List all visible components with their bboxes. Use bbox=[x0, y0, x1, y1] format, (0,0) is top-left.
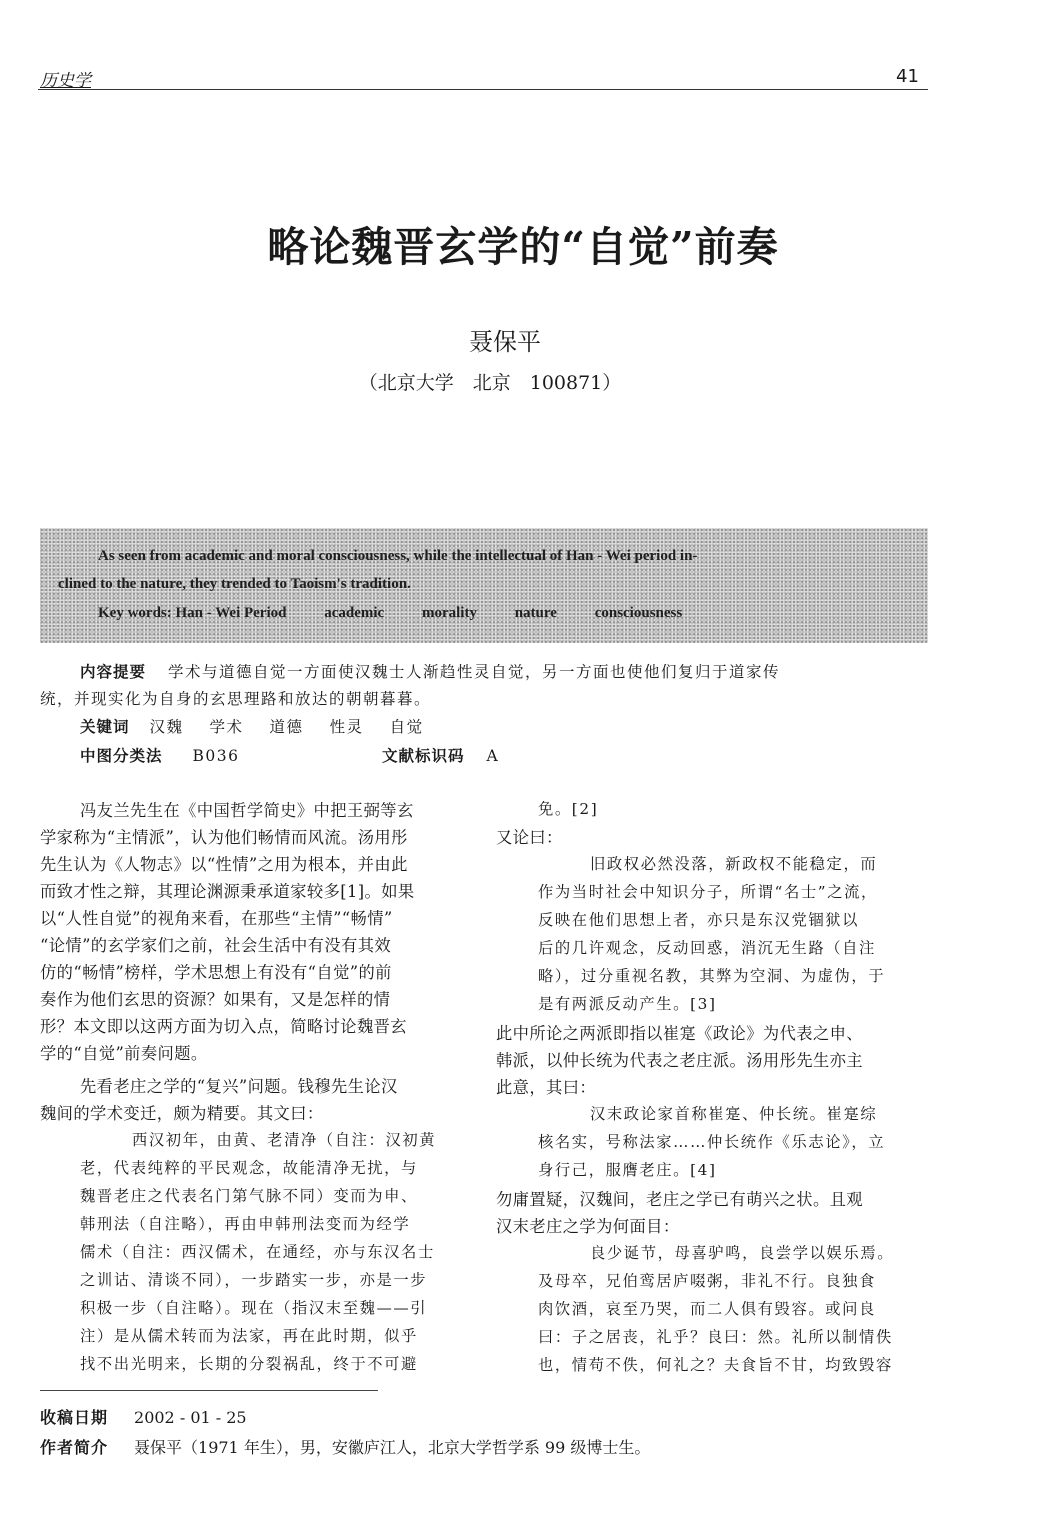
body-line: 奏作为他们玄思的资源？如果有，又是怎样的情 bbox=[40, 990, 391, 1009]
abstract-text: 学术与道德自觉一方面使汉魏士人渐趋性灵自觉，另一方面也使他们复归于道家传 bbox=[168, 663, 781, 681]
english-abstract-line: clined to the nature, they trended to Taoism's tradition. bbox=[58, 576, 411, 592]
quote-line: 身行己，服膺老庄。[4] bbox=[538, 1161, 717, 1179]
english-keyword: Han - Wei Period bbox=[175, 605, 287, 621]
received-label: 收稿日期 bbox=[40, 1408, 109, 1427]
document-code-line bbox=[382, 744, 499, 766]
body-line: 学家称为“主情派”，认为他们畅情而风流。汤用彤 bbox=[40, 828, 408, 847]
author-bio-value: 聂保平（1971 年生），男，安徽庐江人，北京大学哲学系 99 级博士生。 bbox=[134, 1438, 651, 1457]
quote-line: 免。[2] bbox=[538, 800, 599, 818]
body-line: 先看老庄之学的“复兴”问题。钱穆先生论汉 bbox=[80, 1077, 398, 1096]
received-date bbox=[40, 1405, 247, 1428]
english-keyword: consciousness bbox=[594, 605, 683, 621]
quote-line: 略），过分重视名教，其弊为空洞、为虚伪，于 bbox=[538, 967, 886, 985]
body-line: “论情”的玄学家们之前，社会生活中有没有其效 bbox=[40, 936, 392, 955]
quote-line: 西汉初年，由黄、老清净（自注：汉初黄 bbox=[132, 1131, 437, 1149]
footnote-rule bbox=[40, 1390, 378, 1391]
body-line: 韩派，以仲长统为代表之老庄派。汤用彤先生亦主 bbox=[496, 1051, 863, 1070]
chinese-keywords bbox=[80, 715, 424, 737]
english-keyword: academic bbox=[324, 605, 385, 621]
english-abstract-box bbox=[40, 528, 928, 643]
english-keywords-label: Key words: bbox=[98, 605, 172, 621]
quote-line: 及母卒，兄伯鸾居庐啜粥，非礼不行。良独食 bbox=[538, 1272, 876, 1290]
body-line: 而致才性之辩，其理论渊源秉承道家较多[1]。如果 bbox=[40, 882, 415, 901]
quote-line: 反映在他们思想上者，亦只是东汉党锢狱以 bbox=[538, 911, 860, 929]
keyword: 汉魏 bbox=[149, 718, 184, 736]
quote-line: 注）是从儒术转而为法家，再在此时期，似乎 bbox=[80, 1327, 418, 1345]
keyword: 道德 bbox=[269, 718, 304, 736]
running-head: 历史学 bbox=[40, 71, 91, 91]
chinese-abstract-line bbox=[80, 660, 780, 682]
body-line: 此意，其曰： bbox=[496, 1078, 597, 1097]
keyword: 自觉 bbox=[389, 718, 424, 736]
doc-code-value: A bbox=[486, 747, 500, 765]
body-line: 又论曰： bbox=[496, 828, 563, 847]
quote-line: 韩刑法（自注略），再由申韩刑法变而为经学 bbox=[80, 1215, 411, 1233]
quote-line: 后的几许观念，反动回惑，消沉无生路（自注 bbox=[538, 939, 876, 957]
page-number: 41 bbox=[896, 66, 919, 87]
quote-line: 曰：子之居丧，礼乎？良曰：然。礼所以制情佚 bbox=[538, 1328, 893, 1346]
received-value: 2002 - 01 - 25 bbox=[134, 1408, 247, 1427]
body-line: 仿的“畅情”榜样，学术思想上有没有“自觉”的前 bbox=[40, 963, 392, 982]
doc-code-label: 文献标识码 bbox=[382, 747, 465, 765]
quote-line: 汉末政论家首称崔寔、仲长统。崔寔综 bbox=[590, 1105, 878, 1123]
body-line: 魏间的学术变迁，颇为精要。其文曰： bbox=[40, 1104, 324, 1123]
clc-value: B036 bbox=[192, 747, 240, 765]
quote-line: 找不出光明来，长期的分裂祸乱，终于不可避 bbox=[80, 1355, 418, 1373]
author-bio bbox=[40, 1435, 650, 1458]
keyword: 性灵 bbox=[329, 718, 364, 736]
author-affiliation: （北京大学 北京 100871） bbox=[358, 372, 622, 394]
quote-line: 儒术（自注：西汉儒术，在通经，亦与东汉名士 bbox=[80, 1243, 435, 1261]
quote-line: 作为当时社会中知识分子，所谓“名士”之流， bbox=[538, 883, 878, 901]
body-line: 汉末老庄之学为何面目： bbox=[496, 1217, 680, 1236]
body-line: 此中所论之两派即指以崔寔《政论》为代表之申、 bbox=[496, 1024, 863, 1043]
author-name: 聂保平 bbox=[469, 328, 541, 356]
quote-line: 也，情苟不佚，何礼之？夫食旨不甘，均致毁容 bbox=[538, 1356, 893, 1374]
keyword: 学术 bbox=[209, 718, 244, 736]
body-line: 学的“自觉”前奏问题。 bbox=[40, 1044, 208, 1063]
header-rule bbox=[38, 89, 928, 90]
quote-line: 老，代表纯粹的平民观念，故能清净无扰，与 bbox=[80, 1159, 418, 1177]
quote-line: 积极一步（自注略）。现在（指汉末至魏——引 bbox=[80, 1299, 428, 1317]
author-bio-label: 作者简介 bbox=[40, 1438, 109, 1457]
english-keywords bbox=[98, 605, 716, 622]
body-line: 冯友兰先生在《中国哲学简史》中把王弼等玄 bbox=[80, 801, 414, 820]
quote-line: 旧政权必然没落，新政权不能稳定，而 bbox=[590, 855, 878, 873]
clc-label: 中图分类法 bbox=[80, 747, 163, 765]
body-line: 以“人性自觉”的视角来看，在那些“主情”“畅情” bbox=[40, 909, 393, 928]
quote-line: 肉饮酒，哀至乃哭，而二人俱有毁容。或问良 bbox=[538, 1300, 876, 1318]
chinese-abstract-line: 统，并现实化为自身的玄思理路和放达的朝朝暮暮。 bbox=[40, 690, 432, 708]
body-line: 形？本文即以这两方面为切入点，简略讨论魏晋玄 bbox=[40, 1017, 407, 1036]
quote-line: 良少诞节，母喜驴鸣，良尝学以娱乐焉。 bbox=[590, 1244, 895, 1262]
english-keyword: nature bbox=[514, 605, 557, 621]
article-title: 略论魏晋玄学的“自觉”前奏 bbox=[267, 223, 779, 271]
quote-line: 之训诂、清谈不同），一步踏实一步，亦是一步 bbox=[80, 1271, 428, 1289]
quote-line: 是有两派反动产生。[3] bbox=[538, 995, 717, 1013]
english-keyword: morality bbox=[421, 605, 477, 621]
quote-line: 魏晋老庄之代表名门第气脉不同）变而为申、 bbox=[80, 1187, 418, 1205]
body-line: 先生认为《人物志》以“性情”之用为根本，并由此 bbox=[40, 855, 408, 874]
english-abstract-line: As seen from academic and moral consciousness, while the intellectual of Han - Wei period in- bbox=[98, 548, 698, 564]
classification-line bbox=[80, 744, 240, 766]
abstract-label: 内容提要 bbox=[80, 663, 147, 681]
quote-line: 核名实，号称法家……仲长统作《乐志论》，立 bbox=[538, 1133, 886, 1151]
body-line: 勿庸置疑，汉魏间，老庄之学已有萌兴之状。且观 bbox=[496, 1190, 863, 1209]
keywords-label: 关键词 bbox=[80, 718, 130, 736]
